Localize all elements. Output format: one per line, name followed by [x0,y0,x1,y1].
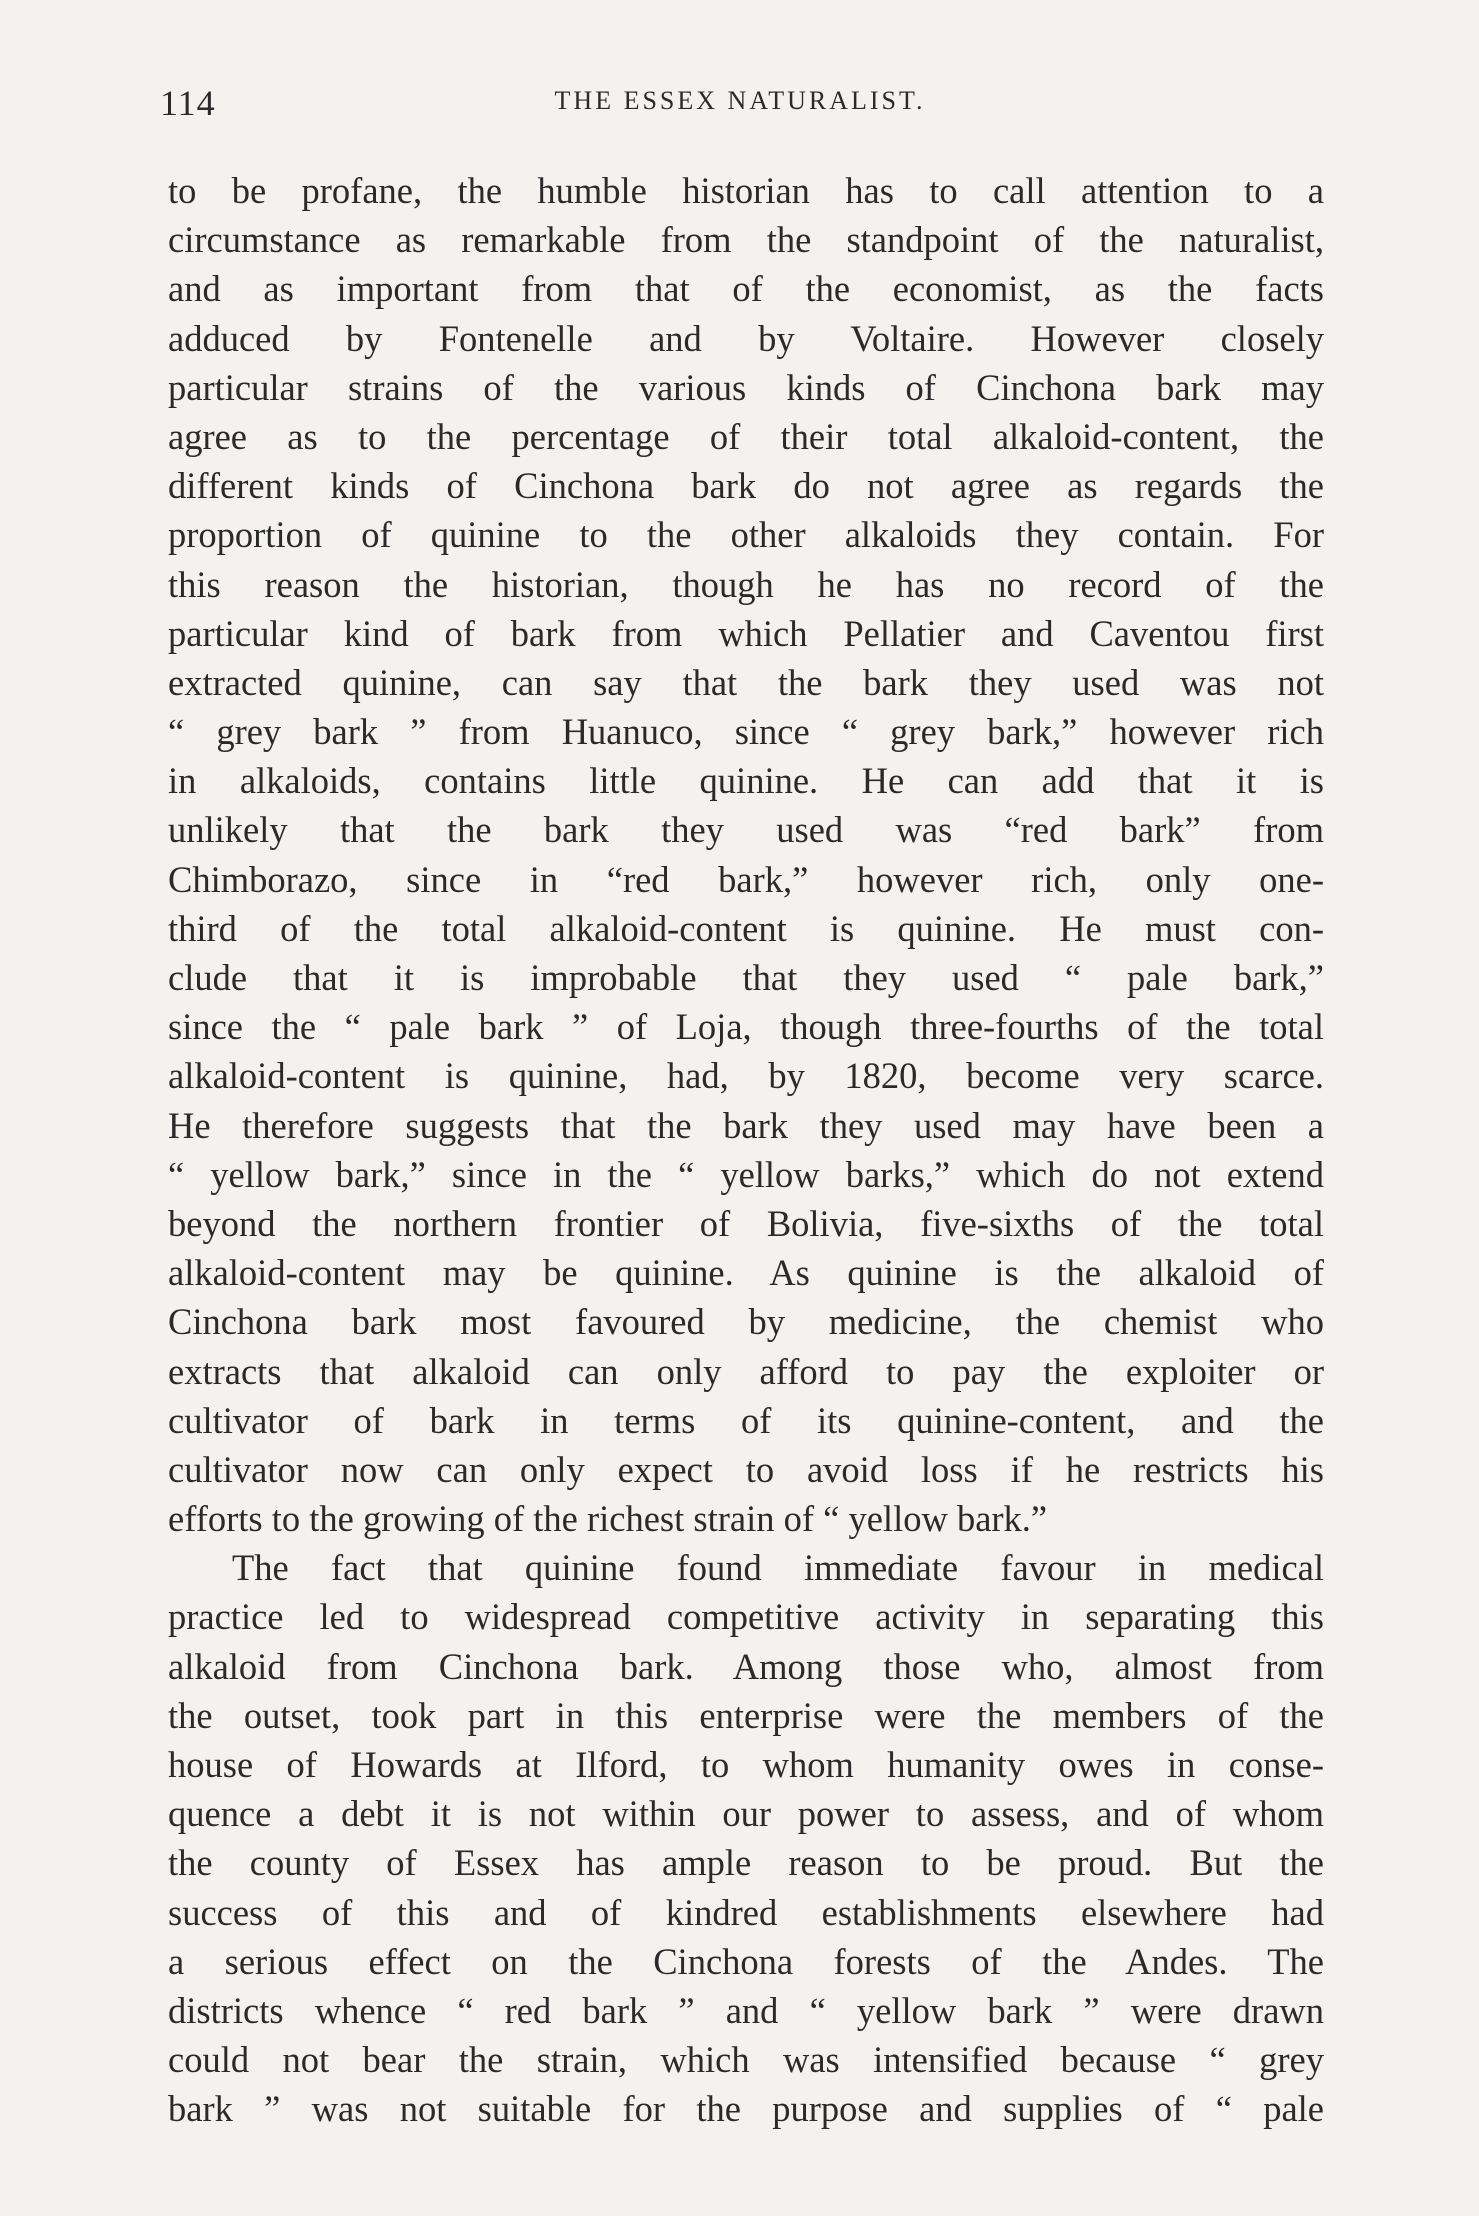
text-line: efforts to the growing of the richest strain of “ yellow bark.” [168,1498,1048,1540]
text-line: particular kind of bark from which Pellatier and Caventou first [168,612,1324,654]
text-line: quence a debt it is not within our power to assess, and of whom [168,1793,1324,1835]
text-line: alkaloid-content may be quinine. As quinine is the alkaloid of [168,1252,1324,1294]
text-line: practice led to widespread competitive activity in separating this [168,1596,1324,1638]
text-line: Cinchona bark most favoured by medicine, the chemist who [168,1301,1324,1343]
text-line: the county of Essex has ample reason to be proud. But the [168,1842,1324,1884]
text-line: could not bear the strain, which was intensified because “ grey [168,2039,1324,2081]
text-line: cultivator of bark in terms of its quinine-content, and the [168,1399,1324,1441]
text-line: circumstance as remarkable from the standpoint of the naturalist, [168,219,1324,261]
text-line: agree as to the percentage of their total alkaloid-content, the [168,415,1324,457]
text-line: different kinds of Cinchona bark do not agree as regards the [168,465,1324,507]
paragraph-start-line: The fact that quinine found immediate favour in medical [232,1547,1324,1589]
text-line: alkaloid-content is quinine, had, by 1820, become very scarce. [168,1055,1324,1097]
text-line: extracts that alkaloid can only afford to pay the exploiter or [168,1350,1324,1392]
text-line: the outset, took part in this enterprise were the members of the [168,1694,1324,1736]
text-line: a serious effect on the Cinchona forests of the Andes. The [168,1940,1324,1982]
body-text [168,166,1324,2134]
text-line: beyond the northern frontier of Bolivia, five-sixths of the total [168,1202,1324,1244]
text-line: since the “ pale bark ” of Loja, though three-fourths of the total [168,1006,1324,1048]
text-line: and as important from that of the economist, as the facts [168,268,1324,310]
text-line: cultivator now can only expect to avoid loss if he restricts his [168,1448,1324,1490]
text-line: “ yellow bark,” since in the “ yellow barks,” which do not extend [168,1153,1324,1195]
text-line: Chimborazo, since in “red bark,” however rich, only one- [168,858,1324,900]
text-line: extracted quinine, can say that the bark they used was not [168,661,1324,703]
text-line: unlikely that the bark they used was “red bark” from [168,809,1324,851]
text-line: third of the total alkaloid-content is quinine. He must con- [168,907,1324,949]
page-number: 114 [160,83,216,123]
text-line: house of Howards at Ilford, to whom humanity owes in conse- [168,1744,1324,1785]
text-line: alkaloid from Cinchona bark. Among those who, almost from [168,1645,1324,1687]
text-line: bark ” was not suitable for the purpose and supplies of “ pale [168,2088,1324,2130]
text-line: districts whence “ red bark ” and “ yellow bark ” were drawn [168,1989,1324,2031]
text-line: to be profane, the humble historian has to call attention to a [168,170,1324,211]
text-line: adduced by Fontenelle and by Voltaire. However closely [168,317,1324,359]
text-line: clude that it is improbable that they used “ pale bark,” [168,957,1324,998]
text-line: “ grey bark ” from Huanuco, since “ grey bark,” however rich [168,711,1324,753]
text-line: in alkaloids, contains little quinine. He can add that it is [168,760,1324,802]
text-line: particular strains of the various kinds of Cinchona bark may [168,366,1324,408]
running-head [160,82,1320,132]
text-line: He therefore suggests that the bark they used may have been a [168,1104,1324,1146]
text-line: success of this and of kindred establishments elsewhere had [168,1891,1324,1933]
text-line: proportion of quinine to the other alkaloids they contain. For [168,514,1324,556]
text-line: this reason the historian, though he has no record of the [168,563,1324,605]
running-title: THE ESSEX NATURALIST. [554,86,926,115]
